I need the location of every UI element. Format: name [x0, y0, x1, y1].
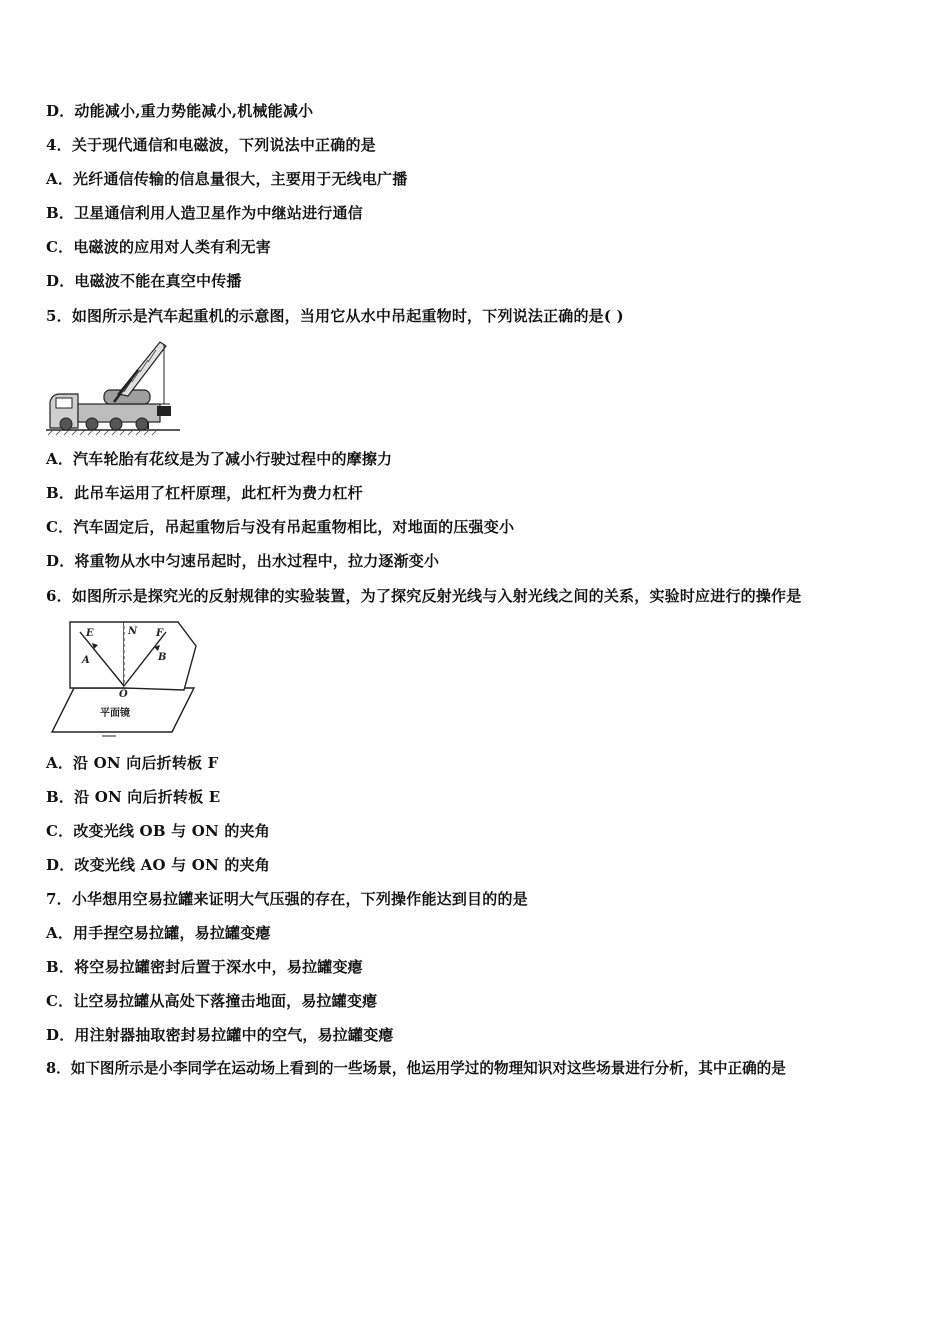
question-5: 5．如图所示是汽车起重机的示意图，当用它从水中吊起重物时，下列说法正确的是( ): [46, 307, 624, 325]
question-6: 6．如图所示是探究光的反射规律的实验装置，为了探究反射光线与入射光线之间的关系，实验时应进行的操作是: [46, 587, 802, 605]
option-5-c: C．汽车固定后，吊起重物后与没有吊起重物相比，对地面的压强变小: [46, 518, 515, 536]
option-5-d: D．将重物从水中匀速吊起时，出水过程中，拉力逐渐变小: [46, 552, 440, 570]
option-4-b: B．卫星通信利用人造卫星作为中继站进行通信: [46, 204, 363, 222]
option-7-d: D．用注射器抽取密封易拉罐中的空气，易拉罐变瘪: [46, 1026, 394, 1044]
label-f: F: [156, 628, 164, 639]
option-6-c: C．改变光线 OB 与 ON 的夹角: [46, 822, 270, 840]
question-8: 8．如下图所示是小李同学在运动场上看到的一些场景，他运用学过的物理知识对这些场景进行分析，其中正确的是: [46, 1060, 786, 1077]
option-6-a: A．沿 ON 向后折转板 F: [46, 754, 219, 772]
label-n: N: [128, 626, 138, 637]
mirror-caption: 平面镜: [100, 708, 130, 719]
label-b: B: [158, 652, 167, 663]
option-6-b: B．沿 ON 向后折转板 E: [46, 788, 221, 806]
option-7-b: B．将空易拉罐密封后置于深水中，易拉罐变瘪: [46, 958, 363, 976]
option-5-b: B．此吊车运用了杠杆原理，此杠杆为费力杠杆: [46, 484, 363, 502]
label-o: O: [119, 689, 128, 700]
option-5-a: A．汽车轮胎有花纹是为了减小行驶过程中的摩擦力: [46, 450, 393, 468]
label-e: E: [86, 628, 94, 639]
question-7: 7．小华想用空易拉罐来证明大气压强的存在，下列操作能达到目的的是: [46, 890, 528, 908]
question-4: 4．关于现代通信和电磁波，下列说法中正确的是: [46, 136, 376, 154]
reflection-apparatus-figure: [44, 616, 204, 738]
option-4-a: A．光纤通信传输的信息量很大，主要用于无线电广播: [46, 170, 408, 188]
option-3-d: D．动能减小,重力势能减小,机械能减小: [46, 102, 314, 120]
option-4-d: D．电磁波不能在真空中传播: [46, 272, 242, 290]
option-7-c: C．让空易拉罐从高处下落撞击地面，易拉罐变瘪: [46, 992, 378, 1010]
option-7-a: A．用手捏空易拉罐，易拉罐变瘪: [46, 924, 271, 942]
label-a: A: [82, 655, 90, 666]
option-6-d: D．改变光线 AO 与 ON 的夹角: [46, 856, 270, 874]
option-4-c: C．电磁波的应用对人类有利无害: [46, 238, 271, 256]
crane-truck-figure: [44, 336, 184, 438]
